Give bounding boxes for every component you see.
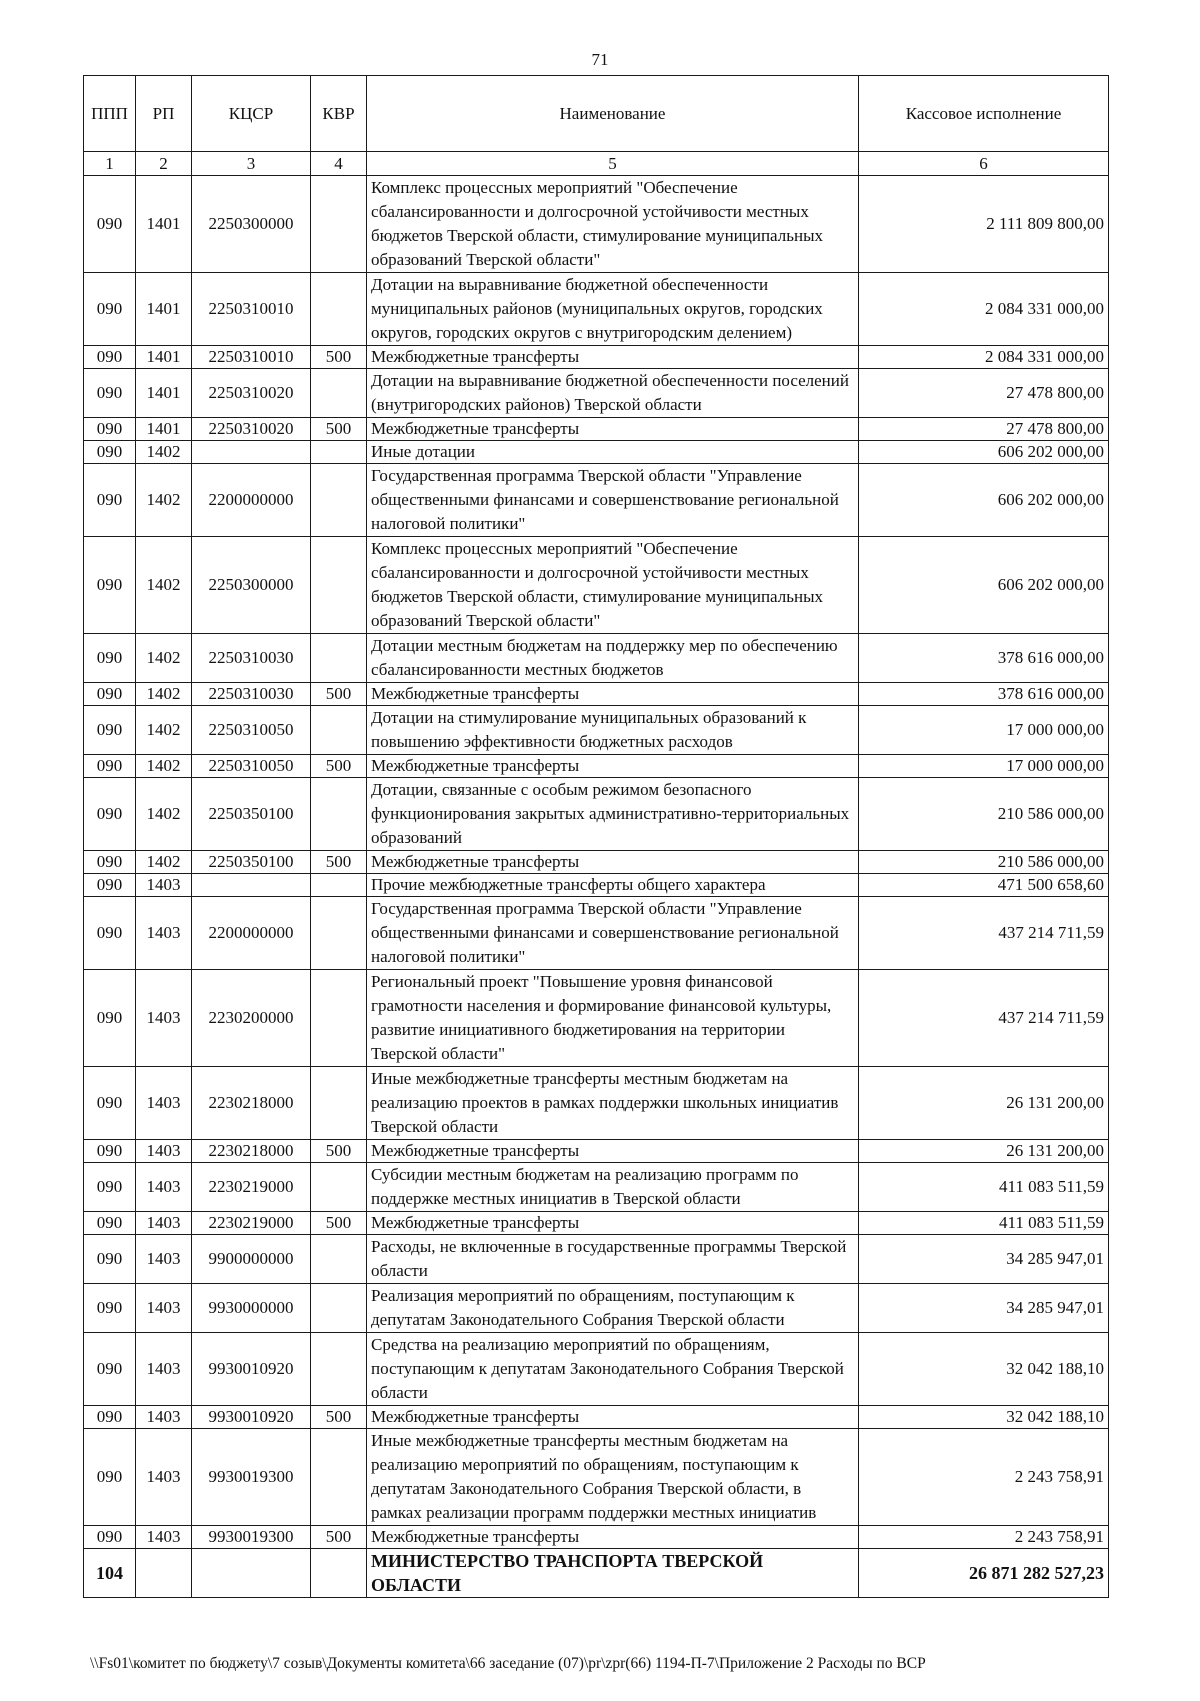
table-row — [84, 970, 1109, 1067]
cell-name: Государственная программа Тверской области "Управление общественными финансами и совершенствование региональной налоговой политики" — [367, 897, 859, 970]
cell-amount: 2 084 331 000,00 — [859, 346, 1109, 369]
cell-ppp: 090 — [84, 346, 136, 369]
cell-name: Иные межбюджетные трансферты местным бюджетам на реализацию проектов в рамках поддержки школьных инициатив Тверской области — [367, 1067, 859, 1140]
cell-amount: 27 478 800,00 — [859, 418, 1109, 441]
cell-amount: 26 131 200,00 — [859, 1067, 1109, 1140]
cell-name: Межбюджетные трансферты — [367, 683, 859, 706]
cell-ppp: 090 — [84, 176, 136, 273]
cell-kcsr: 2230219000 — [192, 1212, 311, 1235]
cell-name: Межбюджетные трансферты — [367, 1212, 859, 1235]
cell-kcsr: 9930010920 — [192, 1333, 311, 1406]
cell-rp: 1401 — [136, 176, 192, 273]
cell-rp: 1402 — [136, 755, 192, 778]
cell-ppp: 090 — [84, 441, 136, 464]
cell-name: Дотации, связанные с особым режимом безопасного функционирования закрытых административно-территориальных образований — [367, 778, 859, 851]
cell-name: Межбюджетные трансферты — [367, 1526, 859, 1549]
column-number: 6 — [859, 152, 1109, 176]
table-row — [84, 464, 1109, 537]
cell-ppp: 090 — [84, 1406, 136, 1429]
cell-kcsr — [192, 874, 311, 897]
cell-ppp: 090 — [84, 851, 136, 874]
column-number: 1 — [84, 152, 136, 176]
cell-amount: 32 042 188,10 — [859, 1333, 1109, 1406]
cell-kcsr: 2250310050 — [192, 755, 311, 778]
cell-rp: 1402 — [136, 851, 192, 874]
table-row — [84, 778, 1109, 851]
header-ppp: ППП — [84, 76, 136, 152]
cell-kvr: 500 — [311, 1140, 367, 1163]
cell-ppp: 090 — [84, 634, 136, 683]
cell-rp: 1401 — [136, 369, 192, 418]
cell-kvr — [311, 1235, 367, 1284]
table-row — [84, 346, 1109, 369]
cell-kvr — [311, 464, 367, 537]
cell-kvr: 500 — [311, 346, 367, 369]
header-rp: РП — [136, 76, 192, 152]
cell-amount: 437 214 711,59 — [859, 897, 1109, 970]
cell-amount: 27 478 800,00 — [859, 369, 1109, 418]
cell-amount: 2 243 758,91 — [859, 1429, 1109, 1526]
table-row — [84, 851, 1109, 874]
cell-name: Межбюджетные трансферты — [367, 346, 859, 369]
cell-name: Дотации на стимулирование муниципальных образований к повышению эффективности бюджетных расходов — [367, 706, 859, 755]
cell-amount: 378 616 000,00 — [859, 634, 1109, 683]
header-kvr: КВР — [311, 76, 367, 152]
cell-kvr — [311, 634, 367, 683]
table-row — [84, 441, 1109, 464]
cell-kcsr: 2250310050 — [192, 706, 311, 755]
cell-rp: 1403 — [136, 1429, 192, 1526]
cell-kcsr: 2250350100 — [192, 778, 311, 851]
table-row — [84, 273, 1109, 346]
cell-name: Реализация мероприятий по обращениям, поступающим к депутатам Законодательного Собрания Тверской области — [367, 1284, 859, 1333]
cell-kvr — [311, 1333, 367, 1406]
cell-kcsr: 2250310030 — [192, 634, 311, 683]
cell-kvr — [311, 441, 367, 464]
cell-name: Межбюджетные трансферты — [367, 418, 859, 441]
cell-amount: 34 285 947,01 — [859, 1284, 1109, 1333]
cell-ppp: 090 — [84, 1235, 136, 1284]
total-kvr — [311, 1549, 367, 1598]
cell-kvr — [311, 1067, 367, 1140]
cell-rp: 1403 — [136, 1284, 192, 1333]
cell-kcsr: 9930019300 — [192, 1526, 311, 1549]
cell-rp: 1403 — [136, 897, 192, 970]
cell-amount: 26 131 200,00 — [859, 1140, 1109, 1163]
table-row — [84, 874, 1109, 897]
cell-amount: 17 000 000,00 — [859, 706, 1109, 755]
cell-ppp: 090 — [84, 1333, 136, 1406]
cell-ppp: 090 — [84, 1163, 136, 1212]
cell-name: Расходы, не включенные в государственные программы Тверской области — [367, 1235, 859, 1284]
cell-amount: 471 500 658,60 — [859, 874, 1109, 897]
header-amount: Кассовое исполнение — [859, 76, 1109, 152]
cell-kcsr: 2250350100 — [192, 851, 311, 874]
cell-kcsr: 2250310010 — [192, 273, 311, 346]
cell-amount: 34 285 947,01 — [859, 1235, 1109, 1284]
cell-ppp: 090 — [84, 706, 136, 755]
cell-kvr: 500 — [311, 418, 367, 441]
cell-kvr: 500 — [311, 1406, 367, 1429]
cell-kvr: 500 — [311, 1212, 367, 1235]
table-row — [84, 706, 1109, 755]
table-row — [84, 683, 1109, 706]
header-name: Наименование — [367, 76, 859, 152]
cell-rp: 1401 — [136, 346, 192, 369]
cell-kcsr: 2230218000 — [192, 1067, 311, 1140]
cell-kvr — [311, 369, 367, 418]
page-number: 71 — [591, 50, 609, 69]
cell-ppp: 090 — [84, 897, 136, 970]
cell-ppp: 090 — [84, 683, 136, 706]
total-row — [84, 1549, 1109, 1598]
cell-amount: 378 616 000,00 — [859, 683, 1109, 706]
cell-kcsr: 2250300000 — [192, 176, 311, 273]
cell-kcsr: 9930000000 — [192, 1284, 311, 1333]
cell-ppp: 090 — [84, 874, 136, 897]
cell-name: Субсидии местным бюджетам на реализацию программ по поддержке местных инициатив в Тверской области — [367, 1163, 859, 1212]
cell-kvr — [311, 897, 367, 970]
cell-rp: 1403 — [136, 1526, 192, 1549]
total-ppp: 104 — [84, 1549, 136, 1598]
cell-kcsr: 2230219000 — [192, 1163, 311, 1212]
cell-kcsr: 2250310010 — [192, 346, 311, 369]
cell-kcsr: 2250310020 — [192, 369, 311, 418]
cell-amount: 437 214 711,59 — [859, 970, 1109, 1067]
total-kcsr — [192, 1549, 311, 1598]
table-row — [84, 1333, 1109, 1406]
cell-kvr — [311, 1163, 367, 1212]
file-path-footer: \\Fs01\комитет по бюджету\7 созыв\Документы комитета\66 заседание (07)\pr\zpr(66) 1194-П-7\Приложение 2 Расходы по ВСР — [90, 1655, 926, 1672]
cell-amount: 411 083 511,59 — [859, 1163, 1109, 1212]
table-row — [84, 369, 1109, 418]
cell-kcsr: 2230200000 — [192, 970, 311, 1067]
cell-ppp: 090 — [84, 1284, 136, 1333]
table-row — [84, 634, 1109, 683]
table-row — [84, 1235, 1109, 1284]
cell-rp: 1402 — [136, 634, 192, 683]
cell-kvr — [311, 273, 367, 346]
cell-name: Средства на реализацию мероприятий по обращениям, поступающим к депутатам Законодательного Собрания Тверской области — [367, 1333, 859, 1406]
cell-rp: 1403 — [136, 1163, 192, 1212]
cell-ppp: 090 — [84, 1212, 136, 1235]
cell-kcsr: 2200000000 — [192, 897, 311, 970]
cell-ppp: 090 — [84, 1067, 136, 1140]
cell-ppp: 090 — [84, 970, 136, 1067]
cell-ppp: 090 — [84, 537, 136, 634]
cell-amount: 606 202 000,00 — [859, 464, 1109, 537]
cell-name: Иные дотации — [367, 441, 859, 464]
cell-name: Межбюджетные трансферты — [367, 1406, 859, 1429]
table-header-row — [84, 76, 1109, 152]
cell-name: Комплекс процессных мероприятий "Обеспечение сбалансированности и долгосрочной устойчивости местных бюджетов Тверской области, стимулирование муниципальных образований Тверской области" — [367, 176, 859, 273]
cell-amount: 606 202 000,00 — [859, 441, 1109, 464]
cell-kcsr: 2250310030 — [192, 683, 311, 706]
cell-kvr — [311, 537, 367, 634]
cell-rp: 1403 — [136, 1067, 192, 1140]
table-row — [84, 1526, 1109, 1549]
cell-amount: 606 202 000,00 — [859, 537, 1109, 634]
cell-amount: 411 083 511,59 — [859, 1212, 1109, 1235]
cell-kvr — [311, 176, 367, 273]
table-body — [84, 176, 1109, 1549]
cell-amount: 210 586 000,00 — [859, 778, 1109, 851]
cell-kcsr: 2250310020 — [192, 418, 311, 441]
cell-amount: 210 586 000,00 — [859, 851, 1109, 874]
table-row — [84, 537, 1109, 634]
table-row — [84, 1284, 1109, 1333]
cell-rp: 1402 — [136, 441, 192, 464]
cell-kcsr: 9900000000 — [192, 1235, 311, 1284]
cell-name: Дотации местным бюджетам на поддержку мер по обеспечению сбалансированности местных бюджетов — [367, 634, 859, 683]
cell-ppp: 090 — [84, 1526, 136, 1549]
cell-kcsr — [192, 441, 311, 464]
cell-rp: 1403 — [136, 1406, 192, 1429]
cell-rp: 1402 — [136, 778, 192, 851]
cell-rp: 1403 — [136, 1333, 192, 1406]
cell-name: Межбюджетные трансферты — [367, 1140, 859, 1163]
cell-kcsr: 2250300000 — [192, 537, 311, 634]
cell-ppp: 090 — [84, 1429, 136, 1526]
cell-name: Комплекс процессных мероприятий "Обеспечение сбалансированности и долгосрочной устойчивости местных бюджетов Тверской области, стимулирование муниципальных образований Тверской области" — [367, 537, 859, 634]
cell-name: Региональный проект "Повышение уровня финансовой грамотности населения и формирование финансовой культуры, развитие инициативного бюджетирования на территории Тверской области" — [367, 970, 859, 1067]
cell-rp: 1403 — [136, 874, 192, 897]
column-number: 4 — [311, 152, 367, 176]
cell-amount: 2 111 809 800,00 — [859, 176, 1109, 273]
cell-name: Дотации на выравнивание бюджетной обеспеченности муниципальных районов (муниципальных округов, городских округов, городских округов с внутригородским делением) — [367, 273, 859, 346]
expenditure-table — [83, 75, 1109, 1598]
cell-ppp: 090 — [84, 464, 136, 537]
table-row — [84, 418, 1109, 441]
cell-rp: 1402 — [136, 464, 192, 537]
table-row — [84, 1406, 1109, 1429]
table-row — [84, 1429, 1109, 1526]
cell-name: Межбюджетные трансферты — [367, 755, 859, 778]
cell-kvr: 500 — [311, 755, 367, 778]
cell-rp: 1402 — [136, 706, 192, 755]
cell-rp: 1402 — [136, 537, 192, 634]
cell-amount: 2 084 331 000,00 — [859, 273, 1109, 346]
cell-rp: 1401 — [136, 273, 192, 346]
cell-kvr — [311, 706, 367, 755]
cell-ppp: 090 — [84, 273, 136, 346]
column-number: 3 — [192, 152, 311, 176]
cell-rp: 1401 — [136, 418, 192, 441]
table-row — [84, 755, 1109, 778]
cell-rp: 1402 — [136, 683, 192, 706]
table-row — [84, 1067, 1109, 1140]
cell-name: Иные межбюджетные трансферты местным бюджетам на реализацию мероприятий по обращениям, поступающим к депутатам Законодательного Собрания Тверской области, в рамках реализации программ поддержки местных инициатив — [367, 1429, 859, 1526]
cell-rp: 1403 — [136, 1235, 192, 1284]
cell-ppp: 090 — [84, 418, 136, 441]
total-amount: 26 871 282 527,23 — [859, 1549, 1109, 1598]
cell-kvr — [311, 970, 367, 1067]
cell-kvr — [311, 1284, 367, 1333]
table-row — [84, 897, 1109, 970]
cell-ppp: 090 — [84, 1140, 136, 1163]
total-name: МИНИСТЕРСТВО ТРАНСПОРТА ТВЕРСКОЙ ОБЛАСТИ — [367, 1549, 859, 1598]
cell-rp: 1403 — [136, 1212, 192, 1235]
cell-kvr — [311, 1429, 367, 1526]
table-row — [84, 1140, 1109, 1163]
cell-kcsr: 9930010920 — [192, 1406, 311, 1429]
cell-name: Прочие межбюджетные трансферты общего характера — [367, 874, 859, 897]
cell-amount: 32 042 188,10 — [859, 1406, 1109, 1429]
cell-kcsr: 9930019300 — [192, 1429, 311, 1526]
column-number-row — [84, 152, 1109, 176]
table-row — [84, 1163, 1109, 1212]
cell-rp: 1403 — [136, 1140, 192, 1163]
cell-ppp: 090 — [84, 755, 136, 778]
cell-ppp: 090 — [84, 778, 136, 851]
cell-name: Межбюджетные трансферты — [367, 851, 859, 874]
column-number: 5 — [367, 152, 859, 176]
cell-ppp: 090 — [84, 369, 136, 418]
table-row — [84, 176, 1109, 273]
cell-rp: 1403 — [136, 970, 192, 1067]
cell-kcsr: 2230218000 — [192, 1140, 311, 1163]
total-rp — [136, 1549, 192, 1598]
header-kcsr: КЦСР — [192, 76, 311, 152]
cell-name: Государственная программа Тверской области "Управление общественными финансами и совершенствование региональной налоговой политики" — [367, 464, 859, 537]
cell-kvr — [311, 778, 367, 851]
column-number: 2 — [136, 152, 192, 176]
cell-kvr — [311, 874, 367, 897]
cell-name: Дотации на выравнивание бюджетной обеспеченности поселений (внутригородских районов) Тверской области — [367, 369, 859, 418]
cell-kvr: 500 — [311, 683, 367, 706]
cell-amount: 2 243 758,91 — [859, 1526, 1109, 1549]
table-row — [84, 1212, 1109, 1235]
cell-kvr: 500 — [311, 1526, 367, 1549]
cell-kcsr: 2200000000 — [192, 464, 311, 537]
cell-kvr: 500 — [311, 851, 367, 874]
cell-amount: 17 000 000,00 — [859, 755, 1109, 778]
